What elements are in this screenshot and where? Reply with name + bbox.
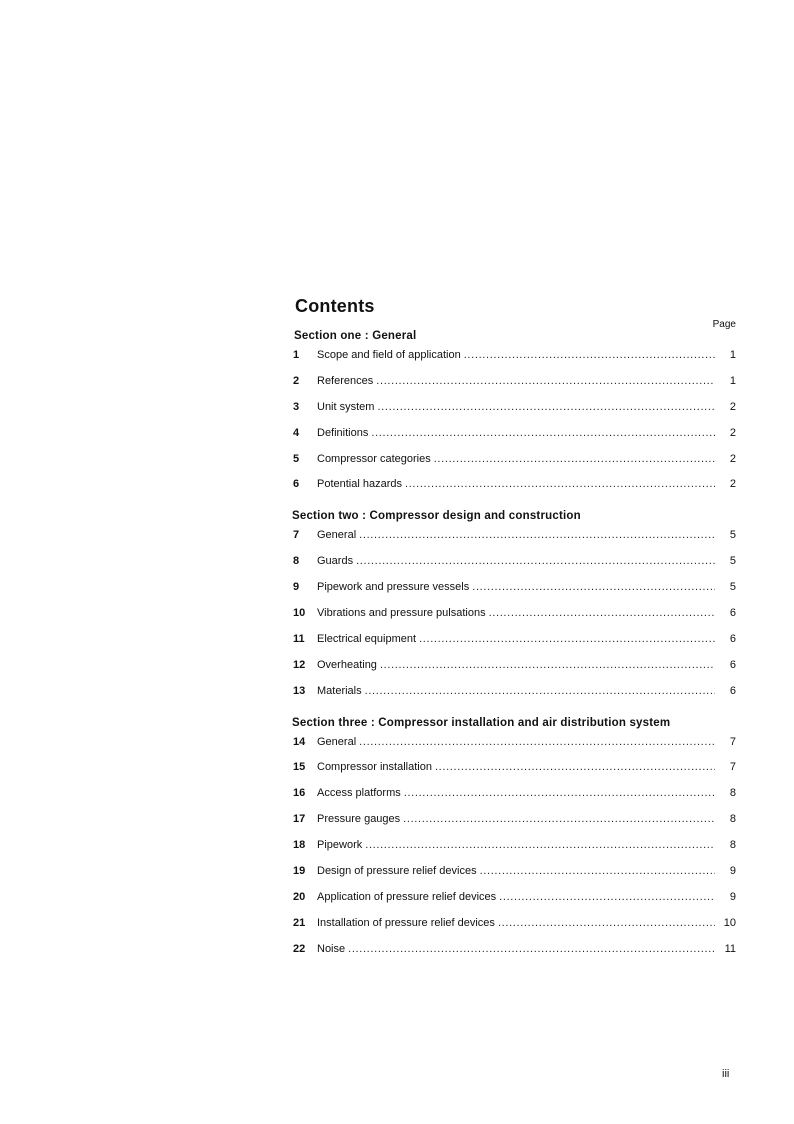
entry-page-number: 8: [729, 813, 736, 826]
entry-page-number: 2: [729, 478, 736, 491]
entry-number: 20: [293, 890, 306, 903]
entry-label: Electrical equipment: [317, 632, 417, 645]
entry-number: 10: [293, 607, 306, 620]
entry-page-number: 2: [729, 426, 736, 439]
toc-entry[interactable]: [292, 684, 738, 710]
dot-leader: [489, 606, 715, 620]
dot-leader: [405, 477, 715, 491]
entry-number: 4: [293, 426, 300, 439]
dot-leader: [419, 632, 715, 646]
entry-label: References: [317, 374, 374, 387]
entry-number: 7: [293, 529, 300, 542]
entry-page-number: 7: [729, 735, 736, 748]
entry-number: 13: [293, 684, 306, 697]
toc-entry[interactable]: [292, 864, 738, 890]
entry-label: Vibrations and pressure pulsations: [317, 607, 486, 620]
toc-entry[interactable]: [292, 942, 738, 968]
dot-leader: [499, 890, 715, 904]
entry-label: General: [317, 529, 357, 542]
entry-label: Pressure gauges: [317, 813, 401, 826]
entry-page-number: 5: [729, 555, 736, 568]
entry-label: Application of pressure relief devices: [317, 890, 497, 903]
contents-title: Contents: [295, 296, 375, 316]
entry-page-number: 5: [729, 581, 736, 594]
entry-number: 11: [293, 632, 305, 645]
entry-number: 6: [293, 478, 300, 491]
dot-leader: [371, 426, 715, 440]
dot-leader: [472, 580, 715, 594]
entry-label: Compressor categories: [317, 452, 431, 465]
toc-entry[interactable]: [292, 606, 738, 632]
toc-entry[interactable]: [292, 452, 738, 478]
dot-leader: [348, 942, 715, 956]
entry-number: 14: [293, 735, 306, 748]
entry-label: Unit system: [317, 400, 375, 413]
entry-label: Definitions: [317, 426, 369, 439]
entry-number: 19: [293, 865, 306, 878]
entry-label: Overheating: [317, 658, 377, 671]
entry-page-number: 10: [723, 916, 736, 929]
entry-label: Scope and field of application: [317, 349, 461, 361]
page-number: iii: [722, 1068, 730, 1080]
toc-entry[interactable]: [292, 786, 738, 812]
toc-entry[interactable]: [292, 632, 738, 658]
entry-page-number: 5: [729, 529, 736, 542]
entry-number: 17: [293, 813, 306, 826]
entry-label: Materials: [317, 684, 362, 697]
dot-leader: [376, 374, 715, 388]
entry-number: 15: [293, 761, 306, 774]
toc-entry[interactable]: [292, 426, 738, 452]
entry-label: General: [317, 735, 357, 748]
entry-number: 16: [293, 787, 306, 800]
dot-leader: [356, 554, 715, 568]
entry-number: 5: [293, 452, 300, 465]
entry-number: 3: [293, 400, 300, 413]
entry-label: Noise: [317, 942, 346, 955]
entry-page-number: 11: [724, 942, 736, 955]
entry-page-number: 2: [729, 452, 736, 465]
dot-leader: [403, 812, 715, 826]
entry-page-number: 6: [729, 632, 736, 645]
entry-number: 18: [293, 839, 306, 852]
toc-entry[interactable]: [292, 374, 738, 400]
toc-entry[interactable]: [292, 477, 738, 503]
toc-entry[interactable]: [292, 348, 738, 374]
entry-label: Compressor installation: [317, 761, 432, 774]
section-heading: Section three : Compressor installation and air distribution system: [292, 716, 671, 729]
entry-number: 21: [293, 916, 306, 929]
entry-number: 22: [293, 942, 306, 955]
dot-leader: [464, 348, 715, 362]
entry-page-number: 6: [729, 658, 736, 671]
toc-entry[interactable]: [292, 735, 738, 761]
entry-page-number: 9: [729, 865, 736, 878]
dot-leader: [480, 864, 715, 878]
toc-entry[interactable]: [292, 760, 738, 786]
dot-leader: [359, 528, 715, 542]
dot-leader: [365, 684, 715, 698]
toc-entry[interactable]: [292, 528, 738, 554]
entry-page-number: 7: [729, 761, 736, 774]
section-heading: Section two : Compressor design and construction: [292, 510, 581, 523]
toc-entry[interactable]: [292, 838, 738, 864]
entry-page-number: 1: [729, 374, 736, 387]
entry-number: 9: [293, 581, 300, 594]
toc-entry[interactable]: [292, 580, 738, 606]
entry-label: Design of pressure relief devices: [317, 865, 477, 878]
toc-entry[interactable]: [292, 400, 738, 426]
table-of-contents: [292, 296, 738, 968]
entry-page-number: 6: [729, 684, 736, 697]
entry-number: 2: [293, 374, 300, 387]
entry-page-number: 2: [729, 400, 736, 413]
dot-leader: [365, 838, 715, 852]
toc-entry[interactable]: [292, 658, 738, 684]
dot-leader: [377, 400, 715, 414]
toc-entry[interactable]: [292, 890, 738, 916]
toc-entry[interactable]: [292, 554, 738, 580]
toc-sections: [292, 330, 738, 968]
dot-leader: [435, 760, 715, 774]
entry-number: 1: [293, 349, 300, 361]
entry-page-number: 8: [729, 787, 736, 800]
entry-label: Pipework: [317, 839, 363, 852]
entry-page-number: 8: [729, 839, 736, 852]
entry-label: Pipework and pressure vessels: [317, 581, 470, 594]
dot-leader: [380, 658, 715, 672]
entry-number: 12: [293, 658, 306, 671]
toc-entry[interactable]: [292, 812, 738, 838]
toc-entry[interactable]: [292, 916, 738, 942]
section-heading: Section one : General: [294, 330, 417, 342]
dot-leader: [404, 786, 715, 800]
entry-page-number: 6: [729, 607, 736, 620]
dot-leader: [434, 452, 715, 466]
entry-page-number: 9: [729, 890, 736, 903]
entry-page-number: 1: [729, 349, 736, 361]
dot-leader: [359, 735, 715, 749]
entry-label: Access platforms: [317, 787, 401, 800]
entry-number: 8: [293, 555, 300, 568]
entry-label: Potential hazards: [317, 478, 402, 491]
page-column-label: Page: [712, 319, 736, 330]
entry-label: Guards: [317, 555, 354, 568]
entry-label: Installation of pressure relief devices: [317, 916, 495, 929]
dot-leader: [498, 916, 715, 930]
